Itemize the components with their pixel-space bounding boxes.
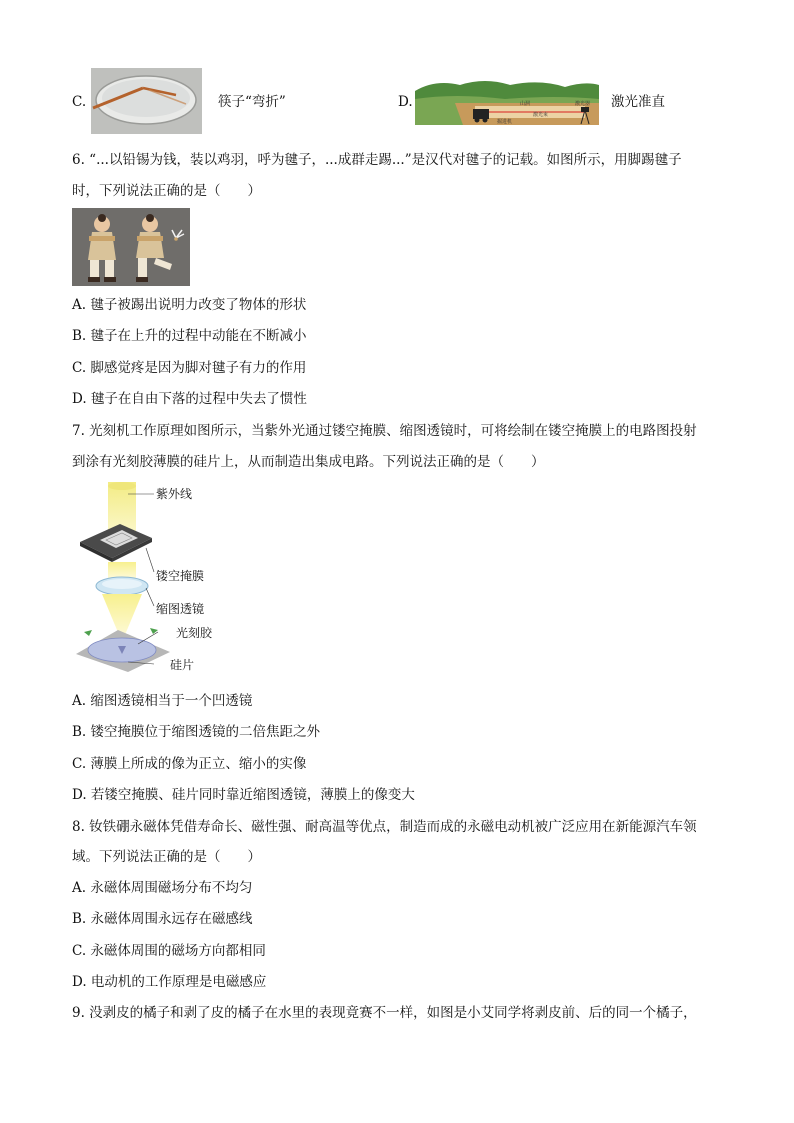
- option-c-letter: C.: [72, 94, 87, 110]
- q6-option-a: A. 毽子被踢出说明力改变了物体的形状: [72, 297, 307, 313]
- laser-alignment-diagram: [415, 77, 599, 125]
- option-d-caption: 激光准直: [611, 94, 665, 110]
- q7-option-d: D. 若镂空掩膜、硅片同时靠近缩图透镜，薄膜上的像变大: [72, 787, 415, 803]
- q8-option-d: D. 电动机的工作原理是电磁感应: [72, 974, 267, 990]
- option-c-caption: 筷子“弯折”: [218, 94, 286, 110]
- q8-option-a: A. 永磁体周围磁场分布不均匀: [72, 880, 253, 896]
- q8-option-c: C. 永磁体周围的磁场方向都相同: [72, 943, 266, 959]
- q8-stem-line2: 域。下列说法正确的是（ ）: [72, 849, 261, 865]
- q6-stem-line2: 时，下列说法正确的是（ ）: [72, 183, 261, 199]
- label-resist: 光刻胶: [176, 626, 213, 640]
- q9-stem-line1: 9. 没剥皮的橘子和剥了皮的橘子在水里的表现竟赛不一样，如图是小艾同学将剥皮前、后的同一个橘子，: [72, 1005, 697, 1021]
- chopsticks-bend-photo: [91, 68, 202, 134]
- label-lens: 缩图透镜: [156, 602, 205, 616]
- d-fig-label-cave: 山洞: [520, 101, 531, 107]
- q7-option-b: B. 镂空掩膜位于缩图透镜的二倍焦距之外: [72, 724, 321, 740]
- shuttlecock-kicking-figure: [72, 208, 190, 286]
- d-fig-label-beam: 激光束: [533, 112, 549, 118]
- q6-stem-line1: 6. “...以铅锡为钱，装以鸡羽，呼为毽子，...成群走踢...”是汉代对毽子的记载。如图所示，用脚踢毽子: [72, 152, 682, 168]
- q7-stem-line1: 7. 光刻机工作原理如图所示，当紫外光通过镂空掩膜、缩图透镜时，可将绘制在镂空掩膜上的电路图投射: [72, 423, 697, 439]
- label-wafer: 硅片: [170, 658, 195, 672]
- option-d-letter: D.: [398, 94, 413, 110]
- label-mask: 镂空掩膜: [156, 569, 205, 583]
- q8-stem-line1: 8. 钕铁硼永磁体凭借寿命长、磁性强、耐高温等优点，制造而成的永磁电动机被广泛应用在新能源汽车领: [72, 819, 697, 835]
- q6-option-b: B. 毽子在上升的过程中动能在不断减小: [72, 328, 307, 344]
- d-fig-label-laser: 激光器: [575, 101, 591, 107]
- label-uv: 紫外线: [156, 487, 193, 501]
- q7-option-c: C. 薄膜上所成的像为正立、缩小的实像: [72, 756, 307, 772]
- d-fig-label-tunneler: 掘进机: [497, 119, 513, 125]
- q6-option-c: C. 脚感觉疼是因为脚对毽子有力的作用: [72, 360, 307, 376]
- q8-option-b: B. 永磁体周围永远存在磁感线: [72, 911, 253, 927]
- q7-stem-line2: 到涂有光刻胶薄膜的硅片上，从而制造出集成电路。下列说法正确的是（ ）: [72, 454, 545, 470]
- q6-option-d: D. 毽子在自由下落的过程中失去了惯性: [72, 391, 307, 407]
- q7-option-a: A. 缩图透镜相当于一个凹透镜: [72, 693, 253, 709]
